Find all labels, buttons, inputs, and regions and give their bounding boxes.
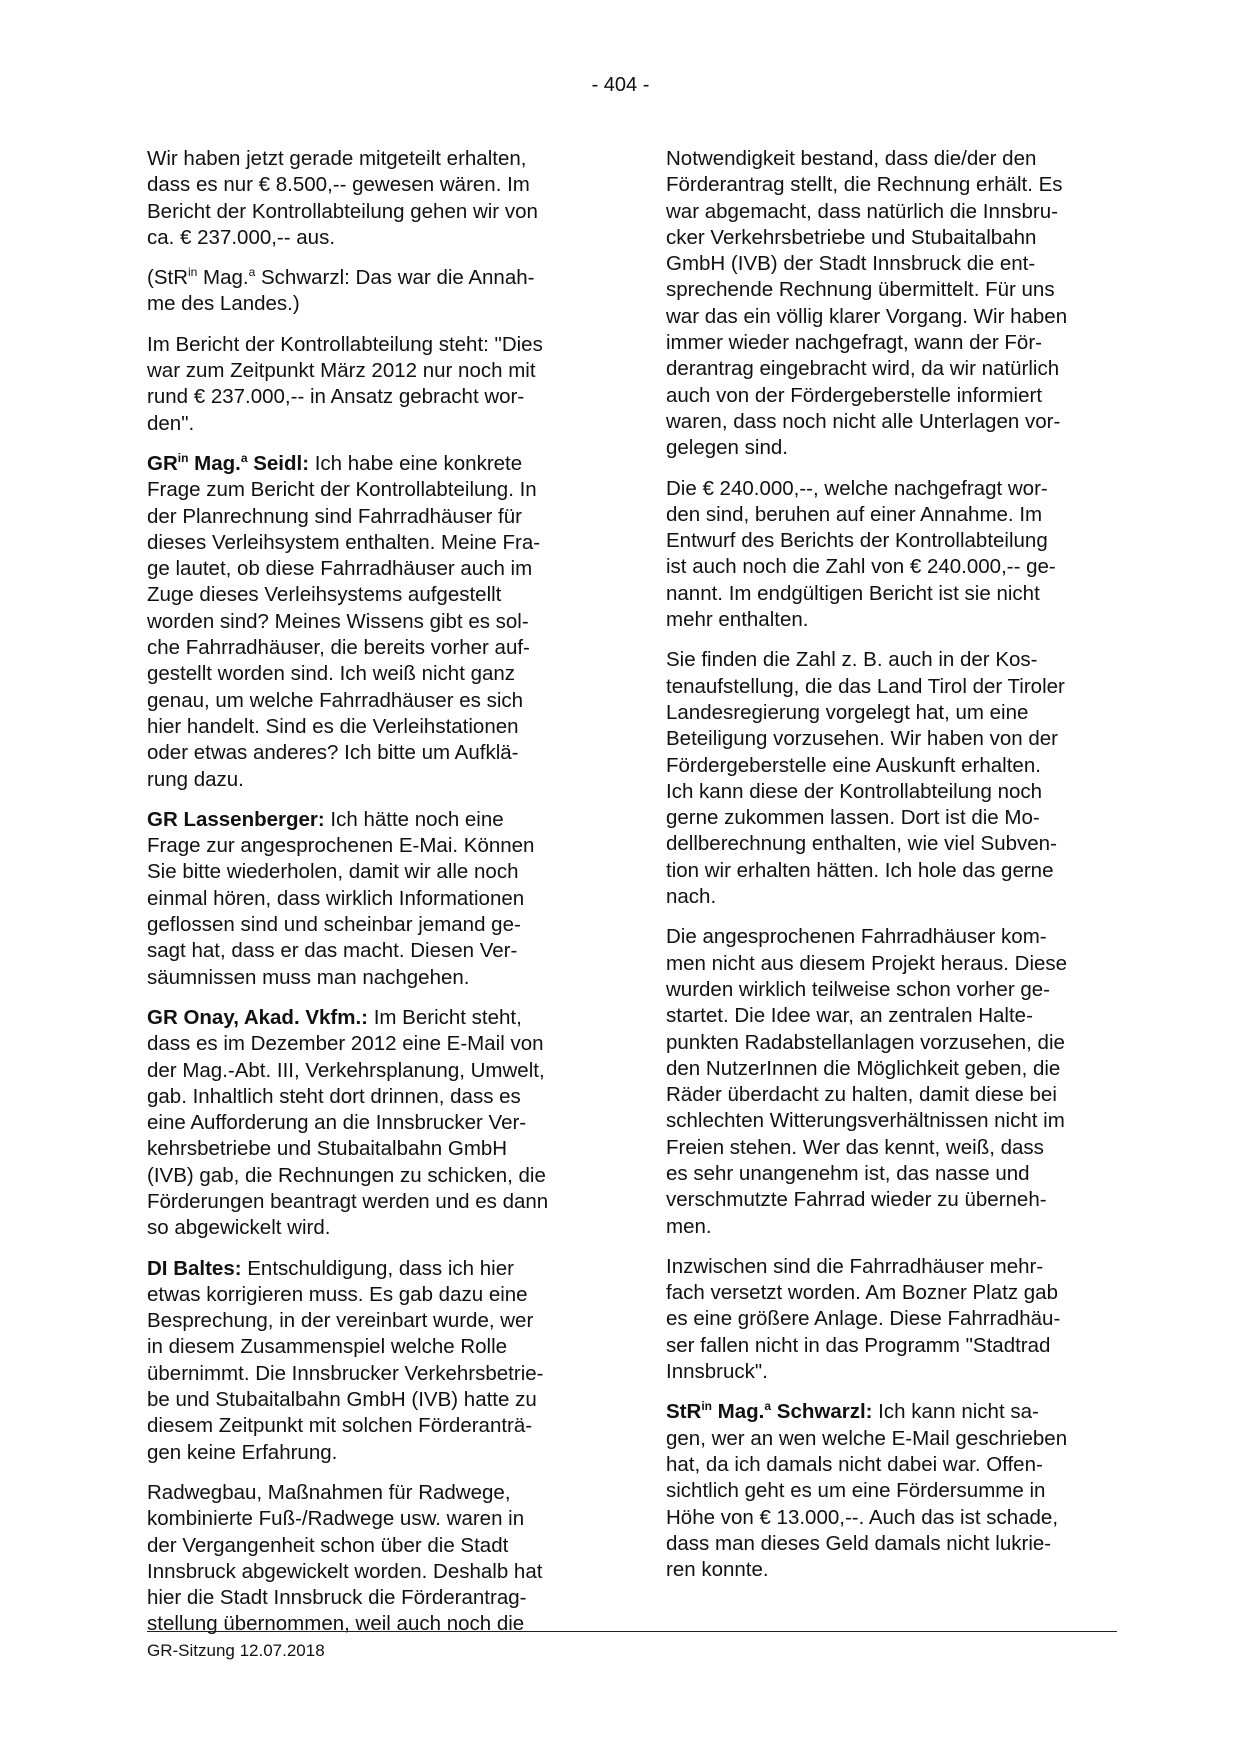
- text-line: den".: [147, 411, 195, 435]
- text-line: sagt hat, dass er das macht. Diesen Ver-: [147, 939, 518, 963]
- text-line: be und Stubaitalbahn GmbH (IVB) hatte zu: [147, 1388, 537, 1412]
- text-line: rund € 237.000,-- in Ansatz gebracht wor-: [147, 385, 525, 409]
- text-line: hier handelt. Sind es die Verleihstationen: [147, 714, 519, 738]
- text-line: etwas korrigieren muss. Es gab dazu eine: [147, 1282, 528, 1306]
- text-line: dass man dieses Geld damals nicht lukrie-: [666, 1531, 1052, 1555]
- text-line: Die angesprochenen Fahrradhäuser kom-: [666, 925, 1047, 949]
- paragraph-right-2: [666, 476, 1118, 634]
- text-line: verschmutzte Fahrrad wieder zu überneh-: [666, 1188, 1047, 1212]
- text-line: Innsbruck abgewickelt worden. Deshalb hat: [147, 1559, 543, 1583]
- text-line: gen, wer an wen welche E-Mail geschrieben: [666, 1426, 1068, 1450]
- speaker-text: Mag.: [711, 1400, 765, 1424]
- text-line: Entschuldigung, dass ich hier: [241, 1256, 514, 1280]
- text-line: gerne zukommen lassen. Dort ist die Mo-: [666, 806, 1040, 830]
- text-line: men nicht aus diesem Projekt heraus. Diese: [666, 951, 1068, 975]
- text-line: es sehr unangenehm ist, das nasse und: [666, 1161, 1030, 1185]
- text-line: Frage zur angesprochenen E-Mai. Können: [147, 834, 535, 858]
- text-line: so abgewickelt wird.: [147, 1216, 331, 1240]
- text-line: gen keine Erfahrung.: [147, 1440, 338, 1464]
- speaker-name: DI Baltes:: [147, 1256, 242, 1280]
- text-line: kehrsbetriebe und Stubaitalbahn GmbH: [147, 1137, 508, 1161]
- text-line: punkten Radabstellanlagen vorzusehen, die: [666, 1030, 1065, 1054]
- paragraph-left-8: [147, 1480, 599, 1638]
- text-line: war zum Zeitpunkt März 2012 nur noch mit: [147, 359, 536, 383]
- text-line: derantrag eingebracht wird, da wir natürlich: [666, 357, 1060, 381]
- page-number: - 404 -: [591, 74, 650, 96]
- text-line: me des Landes.): [147, 292, 300, 316]
- speaker-text: StR: [666, 1400, 702, 1424]
- paragraph-right-4: [666, 924, 1118, 1240]
- text-line: Förderungen beantragt werden und es dann: [147, 1189, 549, 1213]
- speaker-text: Mag.: [188, 451, 241, 475]
- text-line: waren, dass noch nicht alle Unterlagen vor-: [666, 409, 1061, 433]
- footer-text: GR-Sitzung 12.07.2018: [147, 1641, 325, 1660]
- text-line: GmbH (IVB) der Stadt Innsbruck die ent-: [666, 252, 1036, 276]
- text-line: Sie bitte wiederholen, damit wir alle noch: [147, 860, 519, 884]
- text-line: Zuge dieses Verleihsystems aufgestellt: [147, 583, 502, 607]
- footer-divider: [147, 1631, 1117, 1632]
- text-line: Ich kann nicht sa-: [872, 1400, 1039, 1424]
- text-line: den sind, beruhen auf einer Annahme. Im: [666, 502, 1043, 526]
- text-line: rung dazu.: [147, 767, 244, 791]
- text-line: immer wieder nachgefragt, wann der För-: [666, 331, 1042, 355]
- text-line: Frage zum Bericht der Kontrollabteilung. In: [147, 478, 537, 502]
- text-line: ca. € 237.000,-- aus.: [147, 225, 336, 249]
- paragraph-left-5-lassenberger: [147, 807, 599, 991]
- text-line: Beteiligung vorzusehen. Wir haben von der: [666, 727, 1059, 751]
- text-line: Ich hätte noch eine: [324, 807, 504, 831]
- text-line: (StR: [147, 266, 188, 290]
- text-line: geflossen sind und scheinbar jemand ge-: [147, 913, 521, 937]
- superscript: a: [764, 1399, 772, 1414]
- left-column: [147, 146, 599, 1652]
- text-line: hat, da ich damals nicht dabei war. Offen-: [666, 1452, 1043, 1476]
- text-line: Ich habe eine konkrete: [309, 451, 523, 475]
- superscript: a: [248, 265, 256, 280]
- paragraph-right-6-schwarzl: [666, 1399, 1118, 1583]
- text-line: Im Bericht steht,: [368, 1005, 522, 1029]
- text-line: Innsbruck".: [666, 1360, 768, 1384]
- text-line: Fördergeberstelle eine Auskunft erhalten.: [666, 753, 1041, 777]
- text-line: den NutzerInnen die Möglichkeit geben, die: [666, 1056, 1061, 1080]
- speaker-text: Schwarzl:: [771, 1400, 873, 1424]
- text-line: Inzwischen sind die Fahrradhäuser mehr-: [666, 1254, 1044, 1278]
- speaker-text: Seidl:: [247, 451, 310, 475]
- superscript: in: [177, 450, 189, 465]
- text-line: gelegen sind.: [666, 436, 788, 460]
- text-line: diesem Zeitpunkt mit solchen Förderanträ-: [147, 1414, 533, 1438]
- paragraph-right-5: [666, 1254, 1118, 1385]
- text-line: Räder überdacht zu halten, damit diese bei: [666, 1083, 1057, 1107]
- text-line: der Vergangenheit schon über die Stadt: [147, 1533, 509, 1557]
- paragraph-left-3: [147, 332, 599, 437]
- text-line: gab. Inhaltlich steht dort drinnen, dass es: [147, 1084, 521, 1108]
- text-line: nach.: [666, 885, 717, 909]
- text-line: es eine größere Anlage. Diese Fahrradhäu-: [666, 1307, 1061, 1331]
- text-line: kombinierte Fuß-/Radwege usw. waren in: [147, 1507, 525, 1531]
- text-line: dass es im Dezember 2012 eine E-Mail von: [147, 1032, 544, 1056]
- text-line: ser fallen nicht in das Programm "Stadtrad: [666, 1333, 1051, 1357]
- paragraph-left-6-onay: [147, 1005, 599, 1242]
- text-line: Radwegbau, Maßnahmen für Radwege,: [147, 1480, 511, 1504]
- text-line: schlechten Witterungsverhältnissen nicht im: [666, 1109, 1065, 1133]
- text-line: hier die Stadt Innsbruck die Förderantrag-: [147, 1586, 527, 1610]
- text-line: Ich kann diese der Kontrollabteilung noch: [666, 779, 1043, 803]
- right-column: [666, 146, 1118, 1597]
- paragraph-left-1: [147, 146, 599, 251]
- text-line: Besprechung, in der vereinbart wurde, wer: [147, 1309, 534, 1333]
- text-line: eine Aufforderung an die Innsbrucker Ver-: [147, 1111, 527, 1135]
- speaker-name: [666, 1400, 872, 1423]
- text-line: tion wir erhalten hätten. Ich hole das gerne: [666, 858, 1054, 882]
- text-line: dieses Verleihsystem enthalten. Meine Fra-: [147, 530, 541, 554]
- speaker-name: GR Lassenberger:: [147, 807, 325, 831]
- text-line: Mag.: [197, 266, 249, 290]
- text-line: worden sind? Meines Wissens gibt es sol-: [147, 609, 529, 633]
- text-line: fach versetzt worden. Am Bozner Platz gab: [666, 1281, 1058, 1305]
- text-line: Landesregierung vorgelegt hat, um eine: [666, 700, 1029, 724]
- text-line: Bericht der Kontrollabteilung gehen wir von: [147, 199, 538, 223]
- superscript: in: [701, 1399, 712, 1414]
- text-line: Freien stehen. Wer das kennt, weiß, dass: [666, 1135, 1044, 1159]
- text-line: der Mag.-Abt. III, Verkehrsplanung, Umwelt,: [147, 1058, 545, 1082]
- text-line: ist auch noch die Zahl von € 240.000,-- ge-: [666, 555, 1056, 579]
- text-line: Förderantrag stellt, die Rechnung erhält. Es: [666, 173, 1063, 197]
- text-line: che Fahrradhäuser, die bereits vorher auf-: [147, 636, 530, 660]
- text-line: ge lautet, ob diese Fahrradhäuser auch im: [147, 557, 533, 581]
- text-line: stellung übernommen, weil auch noch die: [147, 1612, 525, 1636]
- text-line: wurden wirklich teilweise schon vorher ge-: [666, 977, 1050, 1001]
- text-line: cker Verkehrsbetriebe und Stubaitalbahn: [666, 225, 1037, 249]
- text-line: Sie finden die Zahl z. B. auch in der Kos-: [666, 648, 1038, 672]
- text-line: Entwurf des Berichts der Kontrollabteilung: [666, 529, 1048, 553]
- text-line: der Planrechnung sind Fahrradhäuser für: [147, 504, 522, 528]
- text-line: übernimmt. Die Innsbrucker Verkehrsbetrie-: [147, 1361, 544, 1385]
- speaker-name: [147, 452, 309, 475]
- text-line: men.: [666, 1214, 712, 1238]
- text-line: Wir haben jetzt gerade mitgeteilt erhalten,: [147, 147, 527, 170]
- text-line: Notwendigkeit bestand, dass die/der den: [666, 147, 1037, 170]
- text-line: tenaufstellung, die das Land Tirol der Tiroler: [666, 674, 1065, 698]
- text-line: auch von der Fördergeberstelle informiert: [666, 383, 1043, 407]
- text-line: oder etwas anderes? Ich bitte um Aufklä-: [147, 741, 519, 765]
- text-line: in diesem Zusammenspiel welche Rolle: [147, 1335, 508, 1359]
- text-line: startet. Die Idee war, an zentralen Halte-: [666, 1004, 1033, 1028]
- text-line: war das ein völlig klarer Vorgang. Wir haben: [666, 304, 1068, 328]
- speaker-text: GR: [147, 451, 178, 475]
- text-line: Höhe von € 13.000,--. Auch das ist schade,: [666, 1505, 1059, 1529]
- text-line: ren konnte.: [666, 1558, 769, 1582]
- speaker-name: GR Onay, Akad. Vkfm.:: [147, 1005, 368, 1029]
- text-line: gestellt worden sind. Ich weiß nicht ganz: [147, 662, 516, 686]
- paragraph-right-3: [666, 647, 1118, 910]
- text-line: sichtlich geht es um eine Fördersumme in: [666, 1479, 1046, 1503]
- text-line: (IVB) gab, die Rechnungen zu schicken, die: [147, 1163, 546, 1187]
- text-line: war abgemacht, dass natürlich die Innsbru-: [666, 199, 1058, 223]
- text-line: Im Bericht der Kontrollabteilung steht: "Dies: [147, 332, 543, 356]
- paragraph-left-2-interjection: [147, 265, 599, 318]
- text-line: Die € 240.000,--, welche nachgefragt wor-: [666, 476, 1048, 500]
- text-line: einmal hören, dass wirklich Informationen: [147, 886, 525, 910]
- text-line: dass es nur € 8.500,-- gewesen wären. Im: [147, 173, 530, 197]
- text-line: mehr enthalten.: [666, 608, 809, 632]
- paragraph-left-7-baltes: [147, 1256, 599, 1466]
- text-line: sprechende Rechnung übermittelt. Für uns: [666, 278, 1055, 302]
- text-line: dellberechnung enthalten, wie viel Subven-: [666, 832, 1057, 856]
- paragraph-right-1: [666, 146, 1118, 462]
- text-line: säumnissen muss man nachgehen.: [147, 965, 470, 989]
- text-line: Schwarzl: Das war die Annah-: [255, 266, 535, 290]
- text-line: nannt. Im endgültigen Bericht ist sie nicht: [666, 581, 1040, 605]
- superscript: a: [240, 450, 248, 465]
- superscript: in: [188, 265, 198, 280]
- paragraph-left-4-seidl: [147, 451, 599, 793]
- text-line: genau, um welche Fahrradhäuser es sich: [147, 688, 524, 712]
